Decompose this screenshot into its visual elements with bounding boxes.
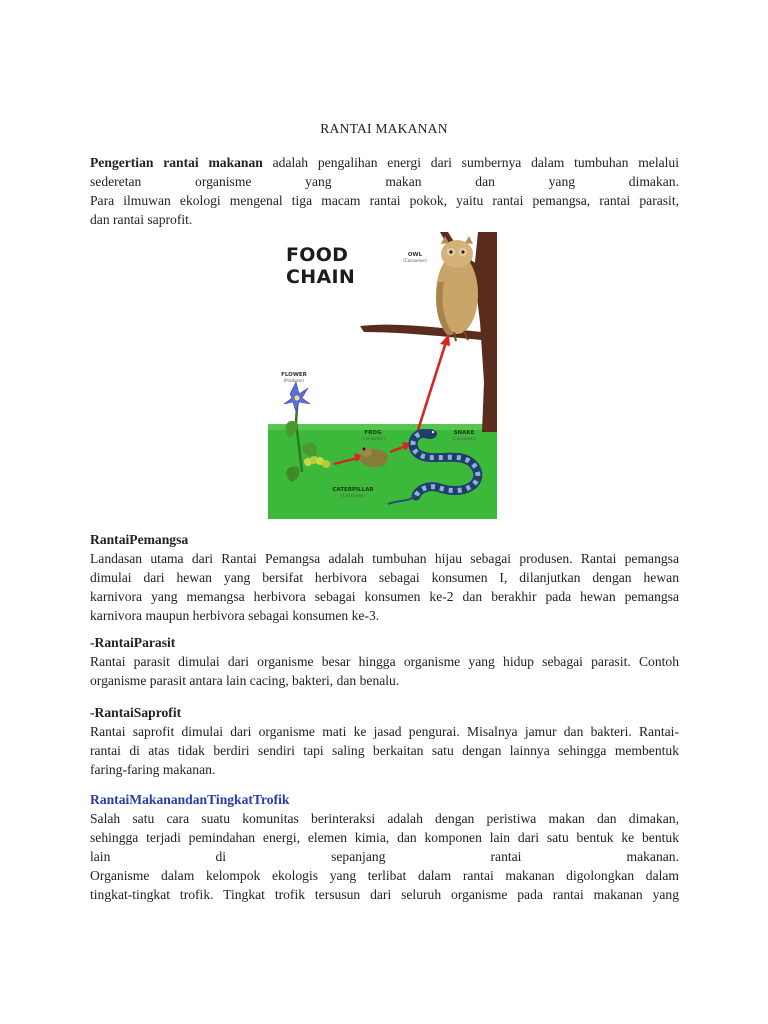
page-title: RANTAI MAKANAN — [320, 121, 448, 136]
intro-line-1-rest: adalah pengalihan energi dari sumbernya dalam tumbuhan melalui — [262, 155, 679, 170]
intro-line-4: dan rantai saprofit. — [90, 212, 193, 227]
figure-title-line-2: CHAIN — [286, 266, 356, 288]
section-saprofit — [90, 703, 679, 779]
food-chain-figure — [268, 232, 497, 519]
parasit-line: Rantai parasit dimulai dari organisme besar hingga organisme yang hidup sebagai parasit. Contoh — [90, 654, 679, 669]
intro-line-3: Para ilmuwan ekologi mengenal tiga macam rantai pokok, yaitu rantai pemangsa, rantai parasit, — [90, 193, 679, 208]
snake-label: SNAKE (Consumer) — [452, 430, 476, 441]
intro-line-2: sederetan organisme yang makan dan yang dimakan. — [90, 174, 679, 189]
trofik-line: Organisme dalam kelompok ekologis yang terlibat dalam rantai makanan digolongkan dalam — [90, 868, 679, 883]
section-heading-trofik: RantaiMakanandanTingkatTrofik — [90, 792, 290, 807]
pemangsa-line: dimulai dari hewan yang bersifat herbivora sebagai konsumen I, dilanjutkan dengan hewan — [90, 570, 679, 585]
trofik-line: lain di sepanjang rantai makanan. — [90, 849, 679, 864]
caterpillar-label: CATERPILLAR (Consumer) — [332, 487, 374, 498]
section-pemangsa — [90, 530, 679, 625]
trofik-line: Salah satu cara suatu komunitas berinteraksi adalah dengan peristiwa makan dan dimakan, — [90, 811, 679, 826]
parasit-line: organisme parasit antara lain cacing, bakteri, dan benalu. — [90, 673, 400, 688]
flower-label: FLOWER (Producer) — [281, 372, 307, 383]
arrow-snake-to-owl — [418, 334, 450, 430]
section-heading-saprofit: -RantaiSaprofit — [90, 705, 182, 720]
section-trofik — [90, 790, 679, 904]
frog-label: FROG (Consumer) — [361, 430, 385, 441]
section-heading-parasit: -RantaiParasit — [90, 635, 176, 650]
intro-line-1 — [90, 153, 679, 172]
trofik-line: sehingga terjadi pemindahan energi, elemen kimia, dan komponen lain dari satu bentuk ke bentuk — [90, 830, 679, 845]
pemangsa-line: Landasan utama dari Rantai Pemangsa adalah tumbuhan hijau sebagai produsen. Rantai pemangsa — [90, 551, 679, 566]
saprofit-line: faring-faring makanan. — [90, 762, 216, 777]
figure-title-line-1: FOOD — [286, 244, 349, 266]
trofik-line: tingkat-tingkat trofik. Tingkat trofik tersusun dari seluruh organisme pada rantai makanan yang — [90, 887, 679, 902]
saprofit-line: rantai di atas tidak berdiri sendiri tapi saling berkaitan satu dengan lainnya sehingga membentuk — [90, 743, 679, 758]
pemangsa-line: karnivora yang memangsa herbivora sebagai konsumen ke-2 dan berakhir pada hewan pemangsa — [90, 589, 679, 604]
intro-paragraph — [90, 153, 679, 229]
intro-bold-term: Pengertian rantai makanan — [90, 155, 263, 170]
owl-icon — [436, 236, 478, 341]
pemangsa-line: karnivora maupun herbivora sebagai konsumen ke-3. — [90, 608, 380, 623]
section-heading-pemangsa: RantaiPemangsa — [90, 532, 189, 547]
saprofit-line: Rantai saprofit dimulai dari organisme mati ke jasad pengurai. Misalnya jamur dan bakteri. Rantai- — [90, 724, 679, 739]
section-parasit — [90, 633, 679, 690]
owl-label: OWL (Consumer) — [403, 252, 427, 263]
